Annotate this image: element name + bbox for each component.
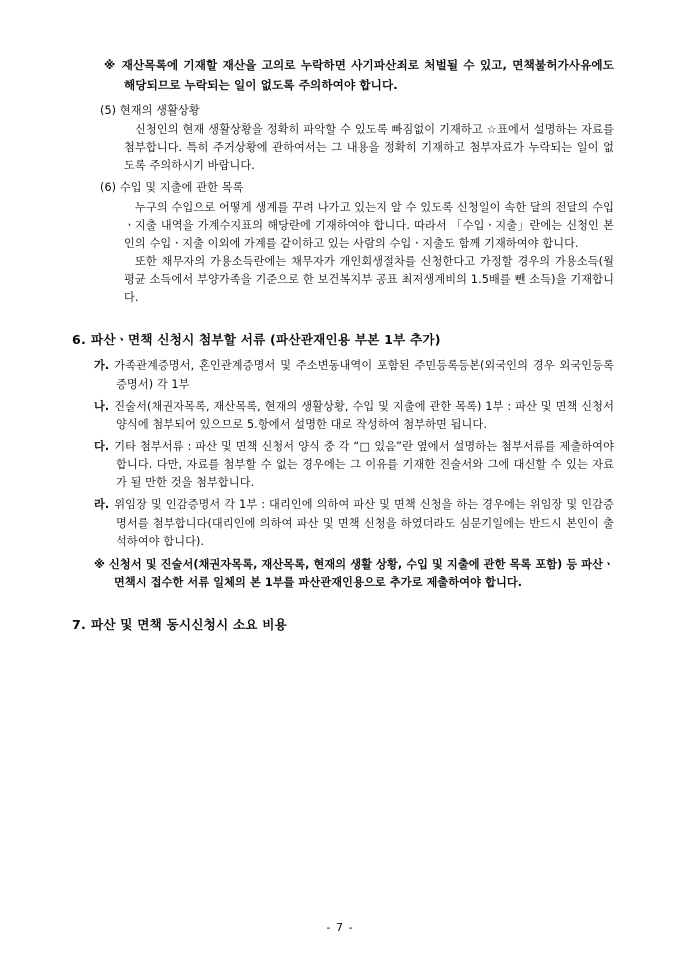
item-label-5: (5) 현재의 생활상황 [100, 103, 200, 117]
section-number-7: 7. [72, 617, 86, 633]
notice-trustee-copy: ※ 신청서 및 진술서(채권자목록, 재산목록, 현재의 생활 상황, 수입 및 지출에 관한 목록 포함) 등 파산ㆍ면책시 접수한 서류 일체의 본 1부를 파산관재인용으로 추가로 제출하여야 합니다. [94, 557, 614, 589]
list-item-label: 나. [94, 399, 110, 413]
notice-property-list: ※ 재산목록에 기재할 재산을 고의로 누락하면 사기파산죄로 처벌될 수 있고, 면책불허가사유에도 해당되므로 누락되는 일이 없도록 주의하여야 합니다. [104, 58, 614, 92]
section-heading-6 [72, 329, 618, 348]
list-item-text: 기타 첨부서류 : 파산 및 면책 신청서 양식 중 각 “□ 있음”란 옆에서 설명하는 첨부서류를 제출하여야 합니다. 다만, 자료를 첨부할 수 없는 경우에는 그 이유를 기재한 진술서와 그에 대신할 수 있는 자료가 될 만한 것을 첨부합니다. [114, 439, 614, 490]
list-item [94, 496, 614, 550]
list-item-text: 가족관계증명서, 혼인관계증명서 및 주소변동내역이 포함된 주민등록등본(외국인의 경우 외국인등록증명서) 각 1부 [114, 359, 614, 391]
section-number-6: 6. [72, 332, 86, 348]
list-item [94, 357, 614, 393]
item-6-paragraph-1: 누구의 수입으로 어떻게 생계를 꾸려 나가고 있는지 알 수 있도록 신청일이 속한 달의 전달의 수입ㆍ지출 내역을 가계수지표의 해당란에 기재하여야 합니다. 따라서 「수입ㆍ지출」란에는 신청인 본인의 수입ㆍ지출 이외에 가계를 같이하고 있는 사람의 수입ㆍ지출도 함께 기재하여야 합니다. [124, 200, 614, 250]
list-item-label: 라. [94, 498, 110, 512]
list-item-text: 진술서(채권자목록, 재산목록, 현재의 생활상황, 수입 및 지출에 관한 목록) 1부 : 파산 및 면책 신청서 양식에 첨부되어 있으므로 5.항에서 설명한 대로 작성하여 첨부하면 됩니다. [114, 399, 614, 431]
page-number: - 7 - [326, 921, 354, 934]
list-item-label: 가. [94, 359, 110, 373]
list-item [94, 398, 614, 434]
item-label-6: (6) 수입 및 지출에 관한 목록 [100, 181, 244, 195]
section-title-7: 파산 및 면책 동시신청시 소요 비용 [90, 617, 287, 633]
list-item-label: 다. [94, 439, 110, 453]
item-6-paragraph-2: 또한 채무자의 가용소득란에는 채무자가 개인회생절차를 신청한다고 가정할 경우의 가용소득(월 평균 소득에서 부양가족을 기준으로 한 보건복지부 공표 최저생계비의 1.5배를 뺀 소득)을 기재합니다. [124, 255, 614, 305]
section-title-6: 파산ㆍ면책 신청시 첨부할 서류 (파산관재인용 부본 1부 추가) [90, 332, 441, 348]
section-heading-7 [72, 614, 618, 633]
list-item [94, 438, 614, 492]
item-5-paragraph-1: 신청인의 현재 생활상황을 정확히 파악할 수 있도록 빠짐없이 기재하고 ☆표에서 설명하는 자료를 첨부합니다. 특히 주거상황에 관하여서는 그 내용을 정확히 기재하고 첨부자료가 누락되는 일이 없도록 주의하시기 바랍니다. [124, 123, 614, 173]
list-item-text: 위임장 및 인감증명서 각 1부 : 대리인에 의하여 파산 및 면책 신청을 하는 경우에는 위임장 및 인감증명서를 첨부합니다(대리인에 의하여 파산 및 면책 신청을 하였더라도 심문기일에는 반드시 본인이 출석하여야 합니다). [114, 498, 614, 548]
